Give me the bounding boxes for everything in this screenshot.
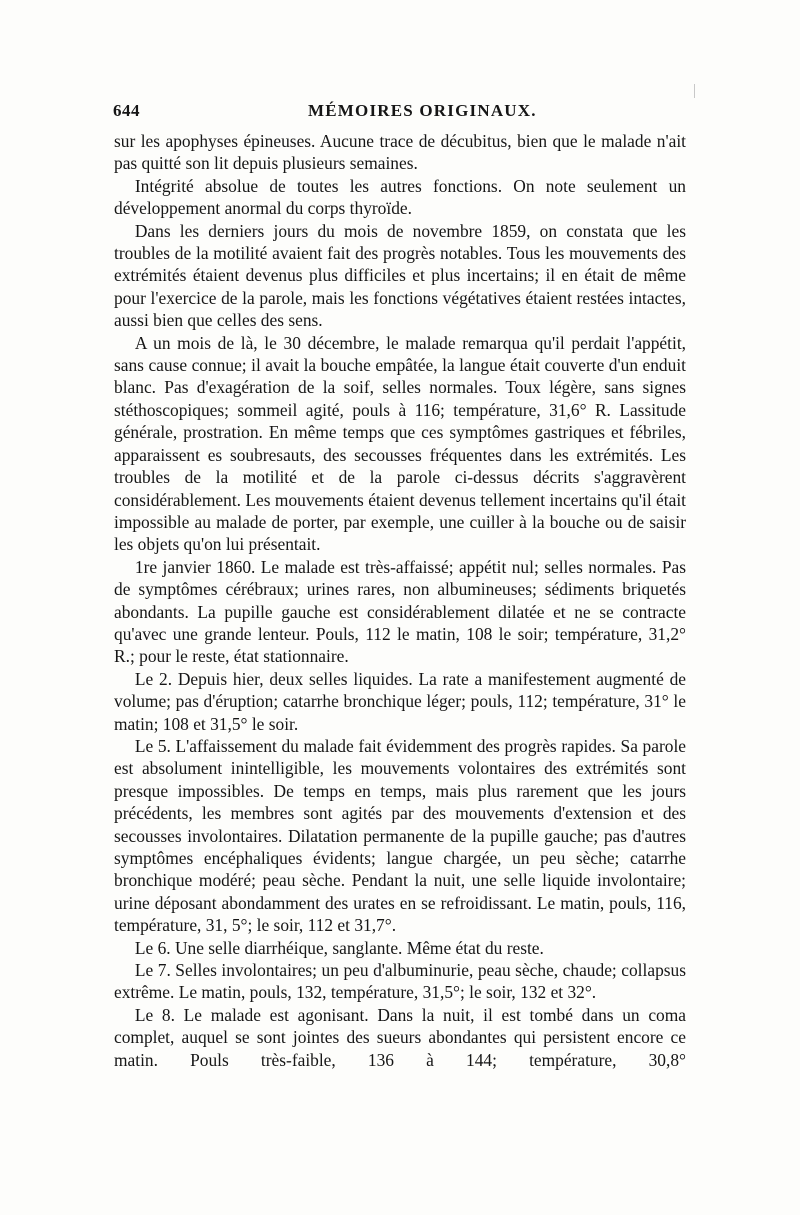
paragraph: Le 5. L'affaissement du malade fait évidemment des progrès rapides. Sa parole est absolument inintelligible, les mouvements volontaires des extrémités sont presque impossibles. De temps en temps, mais plus rarement que les jours précédents, les membres sont agités par des mouvements d'extension et des secousses involontaires. Dilatation permanente de la pupille gauche; pas d'autres symptômes encéphaliques évidents; langue chargée, un peu sèche; catarrhe bronchique modéré; peau sèche. Pendant la nuit, une selle liquide involontaire; urine déposant abondamment des urates en se refroidissant. Le matin, pouls, 116, température, 31, 5°; le soir, 112 et 31,7°. xyxy=(114,735,686,936)
paragraph: Le 7. Selles involontaires; un peu d'albuminurie, peau sèche, chaude; collapsus extrême. Le matin, pouls, 132, température, 31,5°; le soir, 132 et 32°. xyxy=(114,960,686,1003)
paragraph: sur les apophyses épineuses. Aucune trace de décubitus, bien que le malade n'ait pas quitté son lit depuis plusieurs semaines. xyxy=(114,131,686,174)
paragraph: Le 2. Depuis hier, deux selles liquides. La rate a manifestement augmenté de volume; pas d'éruption; catarrhe bronchique léger; pouls, 112; température, 31° le matin; 108 et 31,5° le soir. xyxy=(114,668,686,734)
page-header xyxy=(113,101,683,125)
page-number: 644 xyxy=(113,101,140,120)
paragraph: Le 6. Une selle diarrhéique, sanglante. Même état du reste. xyxy=(134,937,544,958)
paragraph: 1re janvier 1860. Le malade est très-affaissé; appétit nul; selles normales. Pas de symptômes cérébraux; urines rares, non albumineuses; sédiments briquetés abondants. La pupille gauche est considérablement dilatée et ne se contracte qu'avec une grande lenteur. Pouls, 112 le matin, 108 le soir; température, 31,2° R.; pour le reste, état stationnaire. xyxy=(114,556,686,667)
running-title: MÉMOIRES ORIGINAUX. xyxy=(308,101,537,120)
paragraph: A un mois de là, le 30 décembre, le malade remarqua qu'il perdait l'appétit, sans cause connue; il avait la bouche empâtée, la langue était couverte d'un enduit blanc. Pas d'exagération de la soif, selles normales. Toux légère, sans signes stéthoscopiques; sommeil agité, pouls à 116; température, 31,6° R. Lassitude générale, prostration. En même temps que ces symptômes gastriques et fébriles, apparaissent es soubresauts, des secousses fréquentes dans les extrémités. Les troubles de la motilité et de la parole ci-dessus décrits s'aggravèrent considérablement. Les mouvements étaient devenus tellement incertains qu'il était impossible au malade de porter, par exemple, une cuiller à la bouche ou de saisir les objets qu'on lui présentait. xyxy=(114,332,686,555)
margin-mark xyxy=(694,84,695,98)
paragraph: Intégrité absolue de toutes les autres fonctions. On note seulement un développement anormal du corps thyroïde. xyxy=(114,175,686,219)
paragraph: Dans les derniers jours du mois de novembre 1859, on constata que les troubles de la motilité avaient fait des progrès notables. Tous les mouvements des extrémités étaient devenus plus difficiles et plus incertains; il en était de même pour l'exercice de la parole, mais les fonctions végétatives étaient restées intactes, aussi bien que celles des sens. xyxy=(114,220,686,331)
paragraph: Le 8. Le malade est agonisant. Dans la nuit, il est tombé dans un coma complet, auquel se sont jointes des sueurs abondantes qui persistent encore ce matin. Pouls très-faible, 136 à 144; température, 30,8° xyxy=(114,1004,686,1070)
body-text xyxy=(114,130,686,1071)
